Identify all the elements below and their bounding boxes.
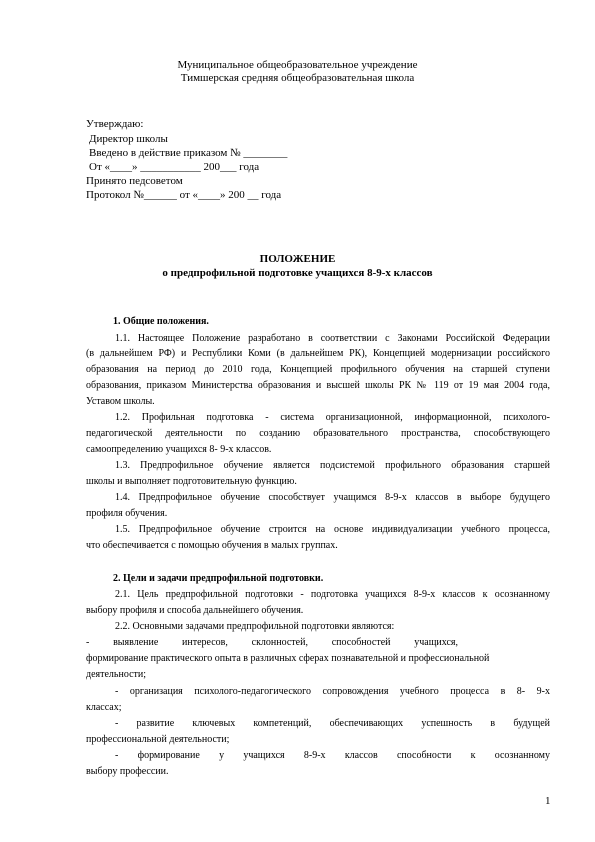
section1-p13-line1: 1.3. Предпрофильное обучение является подсистемой профильного образования старшей [115, 460, 550, 471]
approval-label: Утверждаю: [86, 118, 144, 130]
document-title: ПОЛОЖЕНИЕ [259, 253, 336, 265]
section1-p12-line2: педагогической деятельности по созданию образовательного пространства, способствующего [86, 428, 550, 439]
section1-p12-line1: 1.2. Профильная подготовка - система организационной, информационной, психолого- [115, 412, 550, 423]
section1-p14-line1: 1.4. Предпрофильное обучение способствует учащимся 8-9-х классов в выборе будущего [115, 492, 550, 503]
section1-p11-line5: Уставом школы. [86, 396, 155, 407]
approval-director: Директор школы [89, 133, 168, 145]
section2-bullet2-line1: - организация психолого-педагогического сопровождения учебного процесса в 8- 9-х [115, 686, 550, 697]
approval-order: Введено в действие приказом № ________ [89, 147, 288, 159]
section2-bullet4-line1: - формирование у учащихся 8-9-х классов способности к осознанному [115, 750, 550, 761]
approval-date: От «____» ___________ 200___ года [89, 161, 260, 173]
section2-p22-line1: 2.2. Основными задачами предпрофильной подготовки являются: [115, 621, 395, 632]
section1-p12-line3: самоопределению учащихся 8- 9-х классов. [86, 444, 272, 455]
section2-p21-line2: выбору профиля и способа дальнейшего обучения. [86, 605, 304, 616]
section1-p11-line1: 1.1. Настоящее Положение разработано в соответствии с Законами Российской Федерации [115, 333, 550, 344]
section2-bullet1-line2: формирование практического опыта в различных сферах познавательной и профессиональной [86, 653, 490, 664]
section1-p15-line2: что обеспечивается с помощью обучения в малых группах. [86, 540, 338, 551]
section2-bullet1-line3: деятельности; [86, 669, 147, 680]
section1-p11-line2: (в дальнейшем РФ) и Республики Коми (в дальнейшем РК), Концепцией модернизации российского [86, 348, 550, 359]
approval-protocol: Протокол №______ от «____» 200 __ года [86, 189, 282, 201]
section1-p15-line1: 1.5. Предпрофильное обучение строится на основе индивидуализации учебного процесса, [115, 524, 550, 535]
section1-p11-line4: образования, приказом Министерства образования и высшей школы РК № 119 от 19 мая 2004 года, [86, 380, 550, 391]
document-subtitle: о предпрофильной подготовке учащихся 8-9-х классов [162, 267, 433, 279]
org-name-line2: Тимшерская средняя общеобразовательная школа [180, 72, 415, 84]
section1-heading: 1. Общие положения. [113, 316, 209, 327]
section2-bullet1-line1: - выявление интересов, склонностей, способностей учащихся, [86, 637, 458, 648]
section1-p11-line3: образования на период до 2010 года, Концепцией профильного обучения на старшей ступени [86, 364, 550, 375]
org-name-line1: Муниципальное общеобразовательное учреждение [177, 59, 418, 71]
section1-p13-line2: школы и выполняет подготовительную функцию. [86, 476, 297, 487]
section2-heading: 2. Цели и задачи предпрофильной подготовки. [113, 573, 324, 584]
section1-p14-line2: профиля обучения. [86, 508, 168, 519]
section2-p21-line1: 2.1. Цель предпрофильной подготовки - подготовка учащихся 8-9-х классов к осознанному [115, 589, 550, 600]
approval-council: Принято педсоветом [86, 175, 183, 187]
section2-bullet3-line2: профессиональной деятельности; [86, 734, 230, 745]
section2-bullet3-line1: - развитие ключевых компетенций, обеспечивающих успешность в будущей [115, 718, 550, 729]
page-number: 1 [545, 795, 551, 807]
section2-bullet4-line2: выбору профессии. [86, 766, 169, 777]
section2-bullet2-line2: классах; [86, 702, 122, 713]
